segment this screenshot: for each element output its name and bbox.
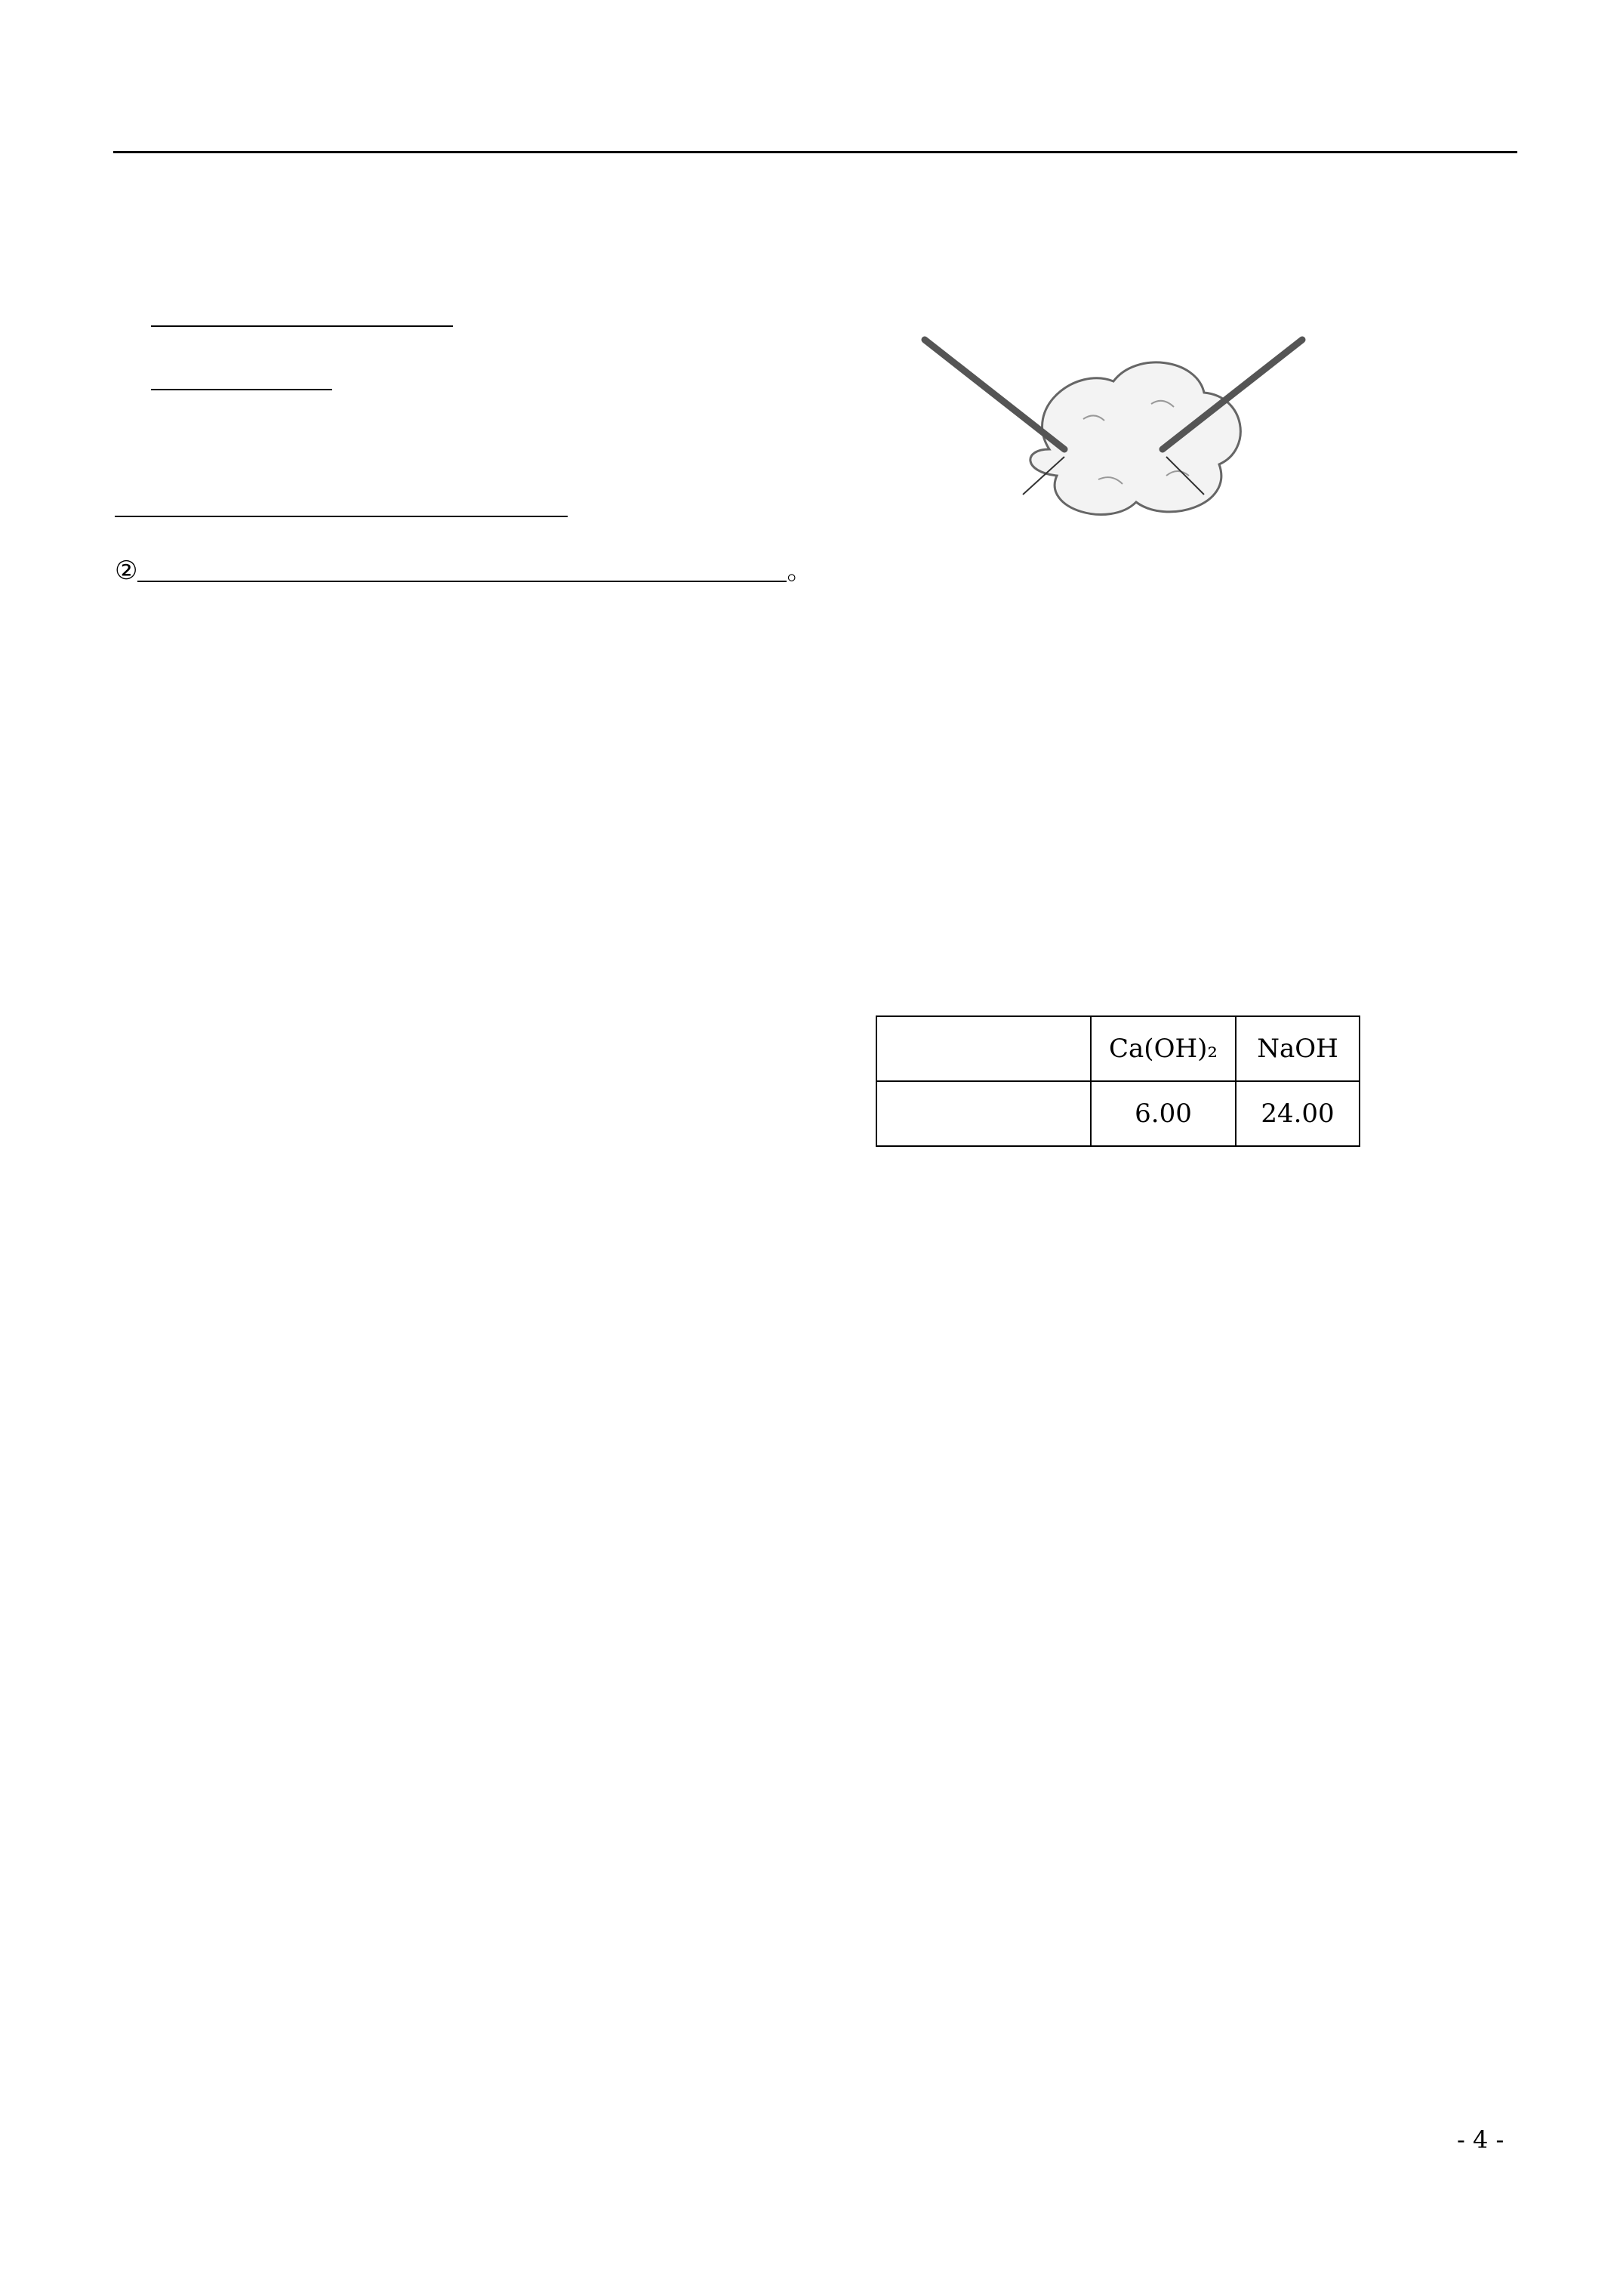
- price-table: [876, 1015, 1360, 1147]
- q13-need: [115, 488, 568, 524]
- header-rule: [113, 151, 1517, 153]
- naoh-price: 24.00: [1236, 1081, 1360, 1146]
- rod-left: [925, 340, 1064, 449]
- answer-blank[interactable]: [151, 300, 453, 327]
- table-row: [876, 1016, 1360, 1081]
- period: 。: [787, 556, 813, 586]
- smoke-cloud: [1030, 362, 1240, 515]
- smoke-diagram: [910, 325, 1317, 536]
- q13-sub1: [151, 297, 453, 334]
- q13-need2: [115, 553, 812, 589]
- table-row: [876, 1081, 1360, 1146]
- header-name: [876, 1016, 1091, 1081]
- header-caoh2: Ca(OH)₂: [1091, 1016, 1236, 1081]
- circled-2: ②: [115, 556, 138, 586]
- q13-sub2: [151, 361, 332, 397]
- answer-blank[interactable]: [151, 363, 332, 390]
- answer-blank[interactable]: [115, 490, 568, 517]
- header-naoh: NaOH: [1236, 1016, 1360, 1081]
- row-label: [876, 1081, 1091, 1146]
- page-number: - 4 -: [1457, 2125, 1504, 2154]
- caoh2-price: 6.00: [1091, 1081, 1236, 1146]
- answer-blank[interactable]: [137, 555, 787, 582]
